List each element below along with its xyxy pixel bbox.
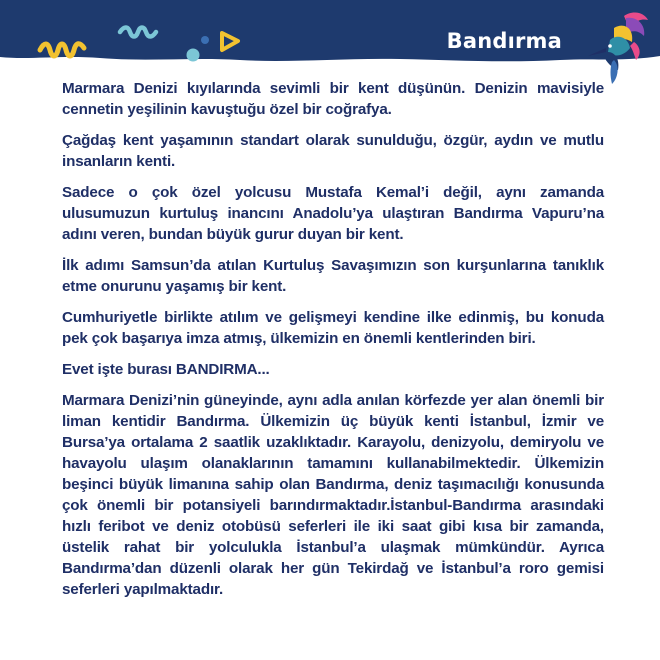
hummingbird-icon	[584, 8, 654, 88]
paragraph: Marmara Denizi’nin güneyinde, aynı adla anılan körfezde yer alan önemli bir liman kentidir Bandırma. Ülkemizin üç büyük kenti İstanbul, İzmir ve Bursa’ya ortalama 2 saatlik uzaklıktadır. Karayolu, denizyolu, demiryolu ve havayolu ulaşım olanaklarının tamamını kullanabilmektedir. Ülkemizin beşinci büyük limanına sahip olan Bandırma, deniz taşımacılığı konusunda çok önemli bir potansiyeli barındırmaktadır.İstanbul-Bandırma arasındaki hızlı feribot ve deniz otobüsü seferleri ile iki saat gibi kısa bir zamanda, üstelik rahat bir yolculukla İstanbul’a ulaşmak mümkündür. Ayrıca Bandırma’dan düzenli olarak her gün Tekirdağ ve İstanbul’a roro gemisi seferleri yapılmaktadır.	[62, 392, 604, 598]
article-body	[62, 78, 604, 600]
paragraph: Evet işte burası BANDIRMA...	[62, 361, 270, 378]
paragraph: Çağdaş kent yaşamının standart olarak sunulduğu, özgür, aydın ve mutlu insanların kenti.	[62, 132, 604, 170]
dot-blue-icon	[201, 36, 209, 44]
paragraph: Marmara Denizi kıyılarında sevimli bir kent düşünün. Denizin mavisiyle cennetin yeşilinin kavuştuğu özel bir coğrafya.	[62, 80, 604, 118]
paragraph: İlk adımı Samsun’da atılan Kurtuluş Savaşımızın son kurşunlarına tanıklık etme onurunu yaşamış bir kent.	[62, 257, 604, 295]
paragraph: Sadece o çok özel yolcusu Mustafa Kemal’i değil, aynı zamanda ulusumuzun kurtuluş inancını Anadolu’ya ulaştıran Bandırma Vapuru’na adını veren, bundan büyük gurur duyan bir kent.	[62, 184, 604, 243]
dot-teal-icon	[187, 49, 200, 62]
page-title: Bandırma	[446, 29, 562, 53]
paragraph: Cumhuriyetle birlikte atılım ve gelişmeyi kendine ilke edinmiş, bu konuda pek çok başarıya imza atmış, ülkemizin en önemli kentlerinden biri.	[62, 309, 604, 347]
